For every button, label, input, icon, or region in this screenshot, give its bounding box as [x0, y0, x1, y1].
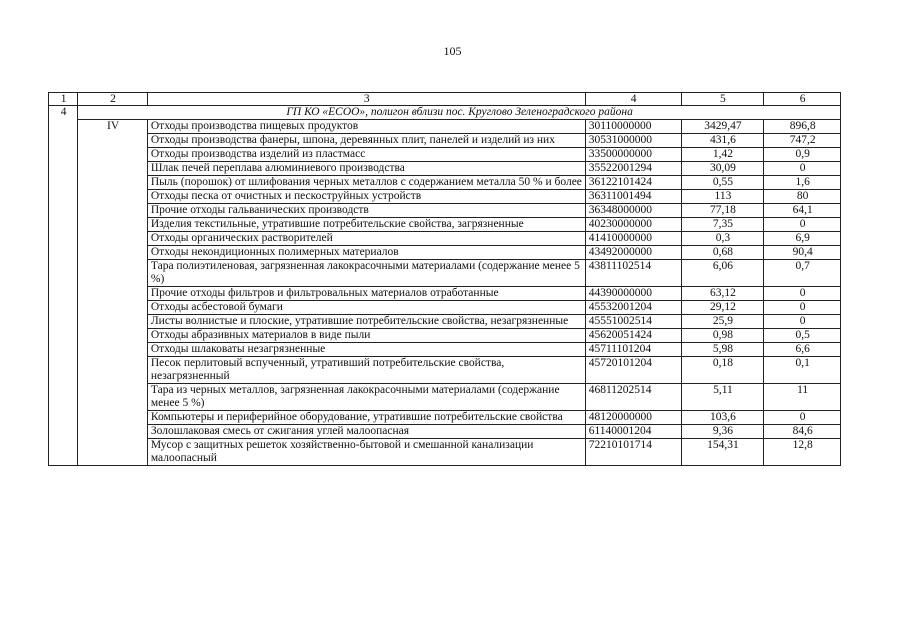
- table-row: [49, 301, 841, 315]
- value-col-6: 12,8: [764, 439, 841, 466]
- waste-name: Тара из черных металлов, загрязненная лакокрасочными материалами (содержание менее 5 %): [147, 384, 585, 411]
- waste-name: Отходы органических растворителей: [147, 232, 585, 246]
- waste-code: 72210101714: [585, 439, 681, 466]
- table-row: [49, 439, 841, 466]
- waste-code: 45620051424: [585, 329, 681, 343]
- value-col-6: 6,9: [764, 232, 841, 246]
- value-col-5: 5,98: [681, 343, 764, 357]
- value-col-5: 5,11: [681, 384, 764, 411]
- value-col-5: 0,68: [681, 246, 764, 260]
- table-row: [49, 148, 841, 162]
- organization-row: [49, 106, 841, 120]
- waste-name: Песок перлитовый вспученный, утративший потребительские свойства, незагрязненный: [147, 357, 585, 384]
- waste-code: 36311001494: [585, 190, 681, 204]
- value-col-5: 6,06: [681, 260, 764, 287]
- header-col-4: 4: [585, 93, 681, 106]
- table-row: [49, 411, 841, 425]
- value-col-5: 7,35: [681, 218, 764, 232]
- value-col-6: 0,5: [764, 329, 841, 343]
- value-col-6: 84,6: [764, 425, 841, 439]
- table-row: [49, 329, 841, 343]
- header-col-1: 1: [49, 93, 78, 106]
- waste-name: Мусор с защитных решеток хозяйственно-бытовой и смешанной канализации малоопасный: [147, 439, 585, 466]
- waste-code: 36348000000: [585, 204, 681, 218]
- value-col-5: 3429,47: [681, 120, 764, 134]
- value-col-5: 63,12: [681, 287, 764, 301]
- waste-name: Отходы шлаковаты незагрязненные: [147, 343, 585, 357]
- value-col-6: 0: [764, 301, 841, 315]
- page-number: 105: [443, 44, 462, 58]
- waste-code: 48120000000: [585, 411, 681, 425]
- waste-code: 35522001294: [585, 162, 681, 176]
- waste-code: 36122101424: [585, 176, 681, 190]
- table-row: [49, 232, 841, 246]
- waste-name: Золошлаковая смесь от сжигания углей малоопасная: [147, 425, 585, 439]
- waste-name: Пыль (порошок) от шлифования черных металлов с содержанием металла 50 % и более: [147, 176, 585, 190]
- value-col-5: 431,6: [681, 134, 764, 148]
- table-row: [49, 176, 841, 190]
- value-col-6: 0,1: [764, 357, 841, 384]
- waste-name: Отходы производства пищевых продуктов: [147, 120, 585, 134]
- value-col-6: 747,2: [764, 134, 841, 148]
- value-col-6: 0: [764, 287, 841, 301]
- table-row: [49, 425, 841, 439]
- waste-name: Отходы производства изделий из пластмасс: [147, 148, 585, 162]
- waste-name: Отходы абразивных материалов в виде пыли: [147, 329, 585, 343]
- table-row: [49, 246, 841, 260]
- waste-name: Отходы асбестовой бумаги: [147, 301, 585, 315]
- value-col-5: 25,9: [681, 315, 764, 329]
- table-row: [49, 357, 841, 384]
- table-row: [49, 218, 841, 232]
- waste-code: 30110000000: [585, 120, 681, 134]
- waste-code: 44390000000: [585, 287, 681, 301]
- waste-code: 45532001204: [585, 301, 681, 315]
- value-col-5: 9,36: [681, 425, 764, 439]
- waste-code: 45551002514: [585, 315, 681, 329]
- waste-code: 33500000000: [585, 148, 681, 162]
- organization-name: ГП КО «ЕСОО», полигон вблизи пос. Круглово Зеленоградского района: [78, 106, 841, 120]
- table-row: [49, 134, 841, 148]
- header-col-2: 2: [78, 93, 148, 106]
- header-col-5: 5: [681, 93, 764, 106]
- value-col-5: 0,3: [681, 232, 764, 246]
- table-row: [49, 204, 841, 218]
- waste-name: Отходы некондиционных полимерных материалов: [147, 246, 585, 260]
- value-col-5: 0,18: [681, 357, 764, 384]
- value-col-6: 80: [764, 190, 841, 204]
- waste-name: Прочие отходы фильтров и фильтровальных материалов отработанные: [147, 287, 585, 301]
- waste-name: Отходы песка от очистных и пескоструйных устройств: [147, 190, 585, 204]
- value-col-5: 30,09: [681, 162, 764, 176]
- value-col-6: 0,9: [764, 148, 841, 162]
- table-row: [49, 260, 841, 287]
- value-col-6: 0,7: [764, 260, 841, 287]
- value-col-6: 90,4: [764, 246, 841, 260]
- waste-name: Тара полиэтиленовая, загрязненная лакокрасочными материалами (содержание менее 5 %): [147, 260, 585, 287]
- waste-name: Прочие отходы гальванических производств: [147, 204, 585, 218]
- value-col-6: 6,6: [764, 343, 841, 357]
- waste-name: Изделия текстильные, утратившие потребительские свойства, загрязненные: [147, 218, 585, 232]
- waste-code: 40230000000: [585, 218, 681, 232]
- waste-name: Отходы производства фанеры, шпона, деревянных плит, панелей и изделий из них: [147, 134, 585, 148]
- waste-name: Листы волнистые и плоские, утратившие потребительские свойства, незагрязненные: [147, 315, 585, 329]
- waste-code: 43811102514: [585, 260, 681, 287]
- value-col-6: 896,8: [764, 120, 841, 134]
- hazard-class: IV: [78, 120, 148, 466]
- value-col-6: 0: [764, 411, 841, 425]
- value-col-5: 154,31: [681, 439, 764, 466]
- value-col-6: 0: [764, 162, 841, 176]
- waste-name: Шлак печей переплава алюминиевого производства: [147, 162, 585, 176]
- value-col-6: 0: [764, 315, 841, 329]
- value-col-5: 29,12: [681, 301, 764, 315]
- table-row: [49, 190, 841, 204]
- waste-code: 43492000000: [585, 246, 681, 260]
- value-col-5: 113: [681, 190, 764, 204]
- value-col-6: 11: [764, 384, 841, 411]
- waste-code: 46811202514: [585, 384, 681, 411]
- table-row: [49, 384, 841, 411]
- row-number: 4: [49, 106, 78, 466]
- value-col-6: 64,1: [764, 204, 841, 218]
- value-col-6: 1,6: [764, 176, 841, 190]
- waste-code: 30531000000: [585, 134, 681, 148]
- value-col-5: 0,55: [681, 176, 764, 190]
- waste-code: 41410000000: [585, 232, 681, 246]
- header-col-3: 3: [147, 93, 585, 106]
- value-col-6: 0: [764, 218, 841, 232]
- waste-code: 61140001204: [585, 425, 681, 439]
- waste-name: Компьютеры и периферийное оборудование, утратившие потребительские свойства: [147, 411, 585, 425]
- table-row: [49, 315, 841, 329]
- table-row: [49, 287, 841, 301]
- waste-code: 45720101204: [585, 357, 681, 384]
- value-col-5: 103,6: [681, 411, 764, 425]
- value-col-5: 1,42: [681, 148, 764, 162]
- value-col-5: 77,18: [681, 204, 764, 218]
- value-col-5: 0,98: [681, 329, 764, 343]
- header-col-6: 6: [764, 93, 841, 106]
- table-row: [49, 343, 841, 357]
- table-row: [49, 162, 841, 176]
- waste-code: 45711101204: [585, 343, 681, 357]
- waste-table: [48, 92, 841, 466]
- header-row: [49, 93, 841, 106]
- table-row: [49, 120, 841, 134]
